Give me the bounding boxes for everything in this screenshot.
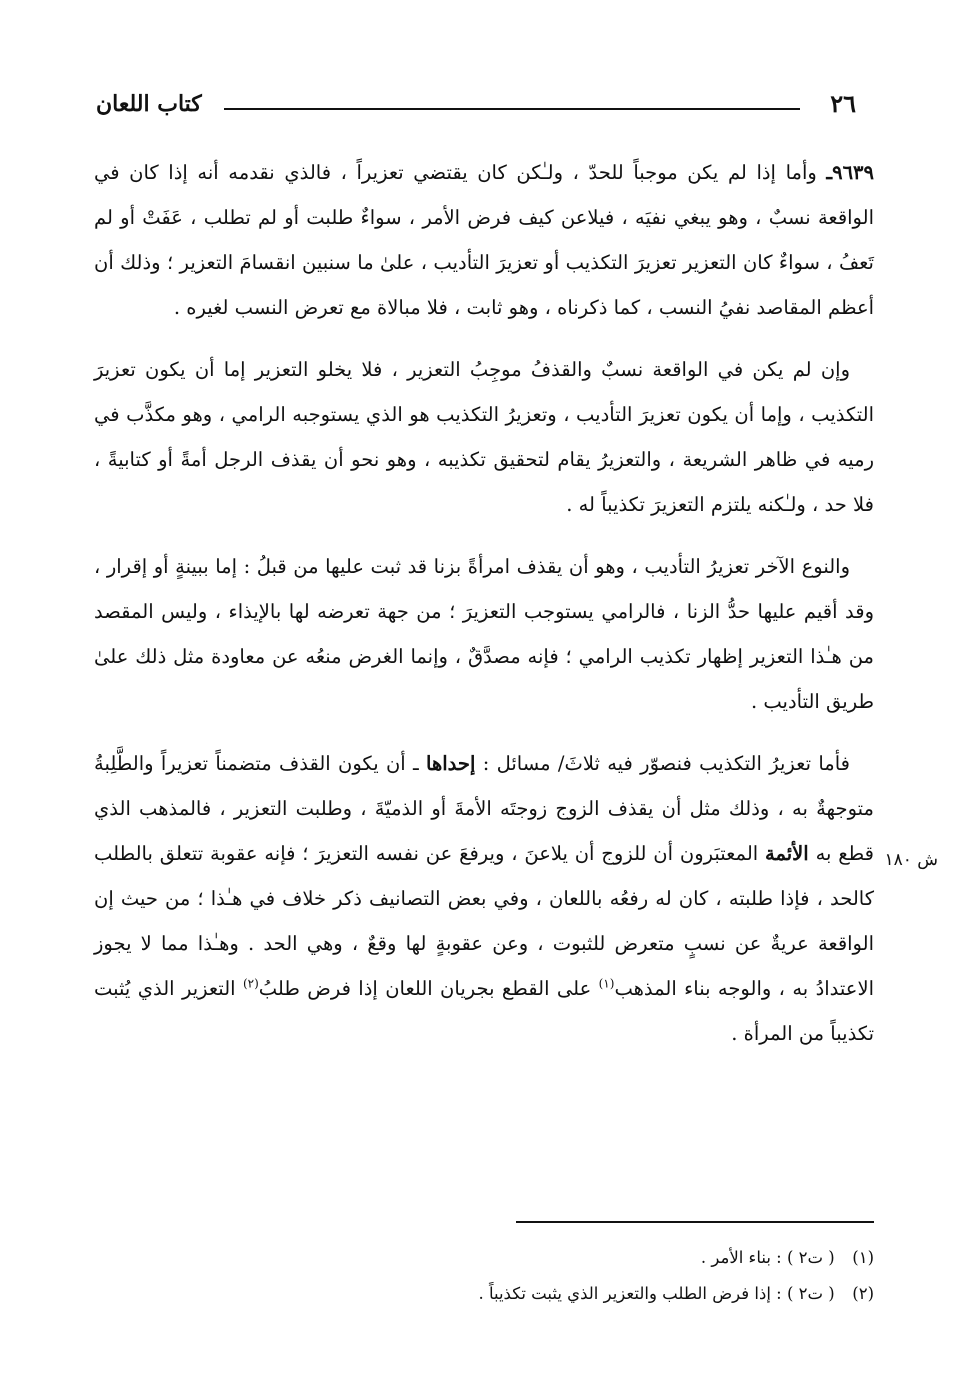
footnote-text: ( ت٢ ) : بناء الأمر . [700, 1248, 835, 1267]
page-number: ٢٦ [830, 89, 856, 118]
paragraph-1-text: وأما إذا لم يكن موجباً للحدّ ، ولـٰكن كان يقتضي تعزيراً ، فالذي نقدمه أنه إذا كان في الواقعة نسبٌ ، وهو يبغي نفيَه ، فيلاعن كيف فرض الأمر ، سواءٌ طلبت أو لم تطلب ، عَفَتْ أو لم تَعفُ ، سواءٌ كان التعزير تعزيرَ التكذيب أو تعزيرَ التأديب ، علىٰ ما سنبين انقسامَ التعزير ؛ وذلك أن أعظم المقاصد نفيُ النسب ، كما ذكرناه ، وهو ثابت ، فلا مبالاة مع تعرض النسب لغيره . [94, 161, 874, 319]
footnote-text: ( ت٢ ) : إذا فرض الطلب والتعزير الذي يثبت تكذيباً . [478, 1284, 835, 1303]
paragraph-number: ٩٦٣٩ـ [826, 161, 874, 184]
footnotes [94, 1240, 874, 1312]
paragraph-4 [94, 741, 874, 1056]
footnote-number: (٢) [852, 1284, 874, 1303]
footnote-separator [516, 1221, 874, 1223]
main-text [94, 150, 874, 1073]
running-header [96, 86, 856, 122]
footnote-2 [94, 1276, 874, 1312]
paragraph-4-text-c: المعتبَرون أن للزوج أن يلاعنَ ، ويرفعَ عن نفسه التعزيرَ ؛ فإنه عقوبة تتعلق بالطلب كالحد ، فإذا طلبته ، كان له رفعُه باللعان ، وفي بعض التصانيف ذكر خلاف في هـٰذا ؛ من حيث إن الواقعة عريةٌ عن نسبٍ متعرض للثبوت ، وعن عقوبةٍ لها وقعٌ ، وهي الحد . وهـٰذا مما لا يجوز الاعتدادُ به ، والوجه بناء المذهب [94, 842, 874, 1000]
paragraph-1 [94, 150, 874, 330]
paragraph-3-text: والنوع الآخر تعزيرُ التأديب ، وهو أن يقذف امرأةً بزنا قد ثبت عليها من قبلُ : إما ببينةٍ أو إقرار ، وقد أقيم عليها حدُّ الزنا ، فالرامي يستوجب التعزيرَ ؛ من جهة تعرضه لها بالإيذاء ، وليس المقصد من هـٰذا التعزير إظهار تكذيب الرامي ؛ فإنه مصدَّقٌ ، وإنما الغرض منعُه عن معاودة مثل ذلك علىٰ طريق التأديب . [94, 555, 874, 713]
paragraph-4-text-b: ـ أن يكون القذف متضمناً تعزيراً والطَّلِبةُ متوجهةٌ به ، وذلك مثل أن يقذف الزوج زوجتَه الأمةَ أو الذميّةَ ، وطلبت التعزير ، فالمذهب الذي قطع به [94, 752, 874, 865]
paragraph-4-text-d: على القطع بجريان اللعان إذا فرض طلبُ [258, 977, 599, 1000]
paragraph-4-bold-a: إحداها [426, 752, 476, 775]
footnote-ref-1[interactable]: (١) [598, 976, 615, 991]
header-rule [224, 108, 800, 110]
paragraph-2-text: وإن لم يكن في الواقعة نسبٌ والقذفُ موجِبُ التعزير ، فلا يخلو التعزير إما أن يكون تعزيرَ التكذيب ، وإما أن يكون تعزيرَ التأديب ، وتعزيرُ التكذيب هو الذي يستوجبه الرامي ، وهو مكذَّب في رميه في ظاهر الشريعة ، والتعزيرُ يقام لتحقيق تكذيبه ، وهو نحو أن يقذف الرجل أمةً أو كتابيةً ، فلا حد ، ولـٰكنه يلتزم التعزيرَ تكذيباً له . [94, 358, 874, 516]
footnote-1 [94, 1240, 874, 1276]
footnote-ref-2[interactable]: (٢) [242, 976, 259, 991]
paragraph-4-bold-b: الأئمة [765, 842, 809, 865]
paragraph-4-text-a: فأما تعزيرُ التكذيب فنصوّر فيه ثلاثَ/ مسائل : [475, 752, 850, 775]
paragraph-4-text-e: التعزير الذي يُثبت تكذيباً من المرأة . [94, 977, 874, 1045]
book-title: كتاب اللعان [96, 91, 202, 117]
footnote-number: (١) [852, 1248, 874, 1267]
paragraph-3 [94, 544, 874, 724]
paragraph-2 [94, 347, 874, 527]
margin-note: ش ١٨٠ [884, 850, 938, 870]
